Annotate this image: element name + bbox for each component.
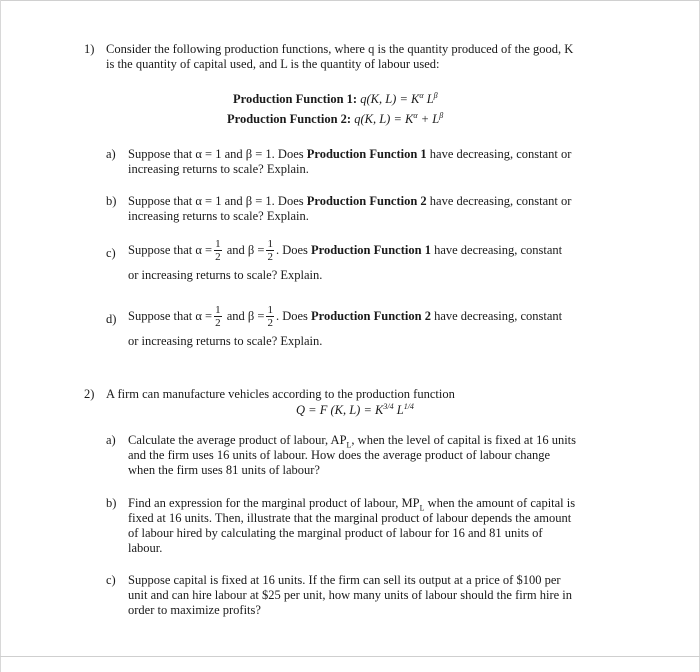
q1c-mid: and β =: [223, 243, 265, 257]
q2a-line3: when the firm uses 81 units of labour?: [128, 463, 320, 477]
q1-number: 1): [84, 42, 95, 56]
q1d-does: . Does: [275, 309, 312, 323]
q2b-line1-post: when the amount of capital is: [424, 496, 576, 510]
q1c-beta-fraction: $\frac{1}{2}$: [267, 238, 273, 263]
q1b-bold: Production Function 2: [306, 194, 427, 208]
q1b-pre: Suppose that α = 1 and β = 1. Does: [128, 194, 307, 208]
q1d-pre: Suppose that α =: [128, 309, 213, 323]
q1d-bold: Production Function 2: [311, 309, 431, 323]
page-border-bottom: [0, 656, 700, 657]
q2a-line2: and the firm uses 16 units of labour. How does the average product of labour change: [128, 448, 551, 462]
q1d-line2: or increasing returns to scale? Explain.: [128, 334, 323, 348]
pf1-exp-beta: β: [433, 90, 438, 100]
q2-formula-exp1: 3/4: [383, 401, 394, 411]
q1a-line2: increasing returns to scale? Explain.: [128, 162, 309, 176]
q1a-post: have decreasing, constant or: [426, 147, 572, 161]
q1b-post: have decreasing, constant or: [426, 194, 572, 208]
pf2-formula: q(K, L) = K: [354, 112, 414, 126]
q2a-line1-sub: L: [346, 440, 352, 450]
q1c-does: . Does: [275, 243, 312, 257]
q2b-label: b): [106, 496, 117, 510]
q1c-bold: Production Function 1: [311, 243, 431, 257]
q1d-post: have decreasing, constant: [430, 309, 563, 323]
q2c-label: c): [106, 573, 116, 587]
q1c-line2: or increasing returns to scale? Explain.: [128, 268, 323, 282]
pf1-formula: q(K, L) = K: [360, 92, 420, 106]
q1a-label: a): [106, 147, 116, 161]
q2c-line2: unit and can hire labour at $25 per unit, how many units of labour should the firm hire in: [128, 588, 573, 602]
q1d-alpha-fraction: $\frac{1}{2}$: [215, 304, 221, 329]
q1b-line2: increasing returns to scale? Explain.: [128, 209, 309, 223]
q2a-label: a): [106, 433, 116, 447]
q2b-line3: of labour hired by calculating the marginal product of labour for 16 and 81 units of: [128, 526, 543, 540]
q2-number: 2): [84, 387, 95, 401]
page-border-top: [0, 0, 700, 1]
q1c-post: have decreasing, constant: [430, 243, 563, 257]
q1d-mid: and β =: [223, 309, 265, 323]
q2-formula-main: Q = F (K, L) = K: [296, 403, 384, 417]
q1d-label: d): [106, 312, 117, 326]
q1b-label: b): [106, 194, 117, 208]
q2a-line1-pre: Calculate the average product of labour, AP: [128, 433, 347, 447]
q2-formula-L: L: [393, 403, 404, 417]
q2b-line2: fixed at 16 units. Then, illustrate that the marginal product of labour depends the amount: [128, 511, 572, 525]
q2a-line1-post: , when the level of capital is fixed at 16 units: [351, 433, 577, 447]
pf2-plus-L: + L: [417, 112, 440, 126]
production-function-1: [233, 92, 533, 107]
q1-intro-line2: is the quantity of capital used, and L is the quantity of labour used:: [106, 57, 440, 71]
production-function-2: [227, 112, 547, 127]
page-border-left: [0, 0, 1, 672]
pf1-L: L: [423, 92, 434, 106]
q1c-label: c): [106, 246, 116, 260]
q1-intro: [84, 42, 624, 74]
q2b-line1-pre: Find an expression for the marginal product of labour, MP: [128, 496, 420, 510]
q1c-pre: Suppose that α =: [128, 243, 213, 257]
q2c-line1: Suppose capital is fixed at 16 units. If the firm can sell its output at a price of $100 per: [128, 573, 561, 587]
pf1-label: Production Function 1:: [233, 92, 358, 106]
pf1-exp-alpha: α: [419, 90, 424, 100]
pf2-exp-beta: β: [439, 110, 444, 120]
q1a-pre: Suppose that α = 1 and β = 1. Does: [128, 147, 307, 161]
pf2-label: Production Function 2:: [227, 112, 352, 126]
q1a-bold: Production Function 1: [306, 147, 427, 161]
pf2-exp-alpha: α: [413, 110, 418, 120]
q2b-line1-sub: L: [419, 503, 425, 513]
q2-production-function: [296, 403, 496, 418]
q2b-line4: labour.: [128, 541, 163, 555]
q1d-beta-fraction: $\frac{1}{2}$: [267, 304, 273, 329]
q1c-alpha-fraction: $\frac{1}{2}$: [215, 238, 221, 263]
q2-formula-exp2: 1/4: [403, 401, 414, 411]
q1-intro-line1: Consider the following production functions, where q is the quantity produced of the good, K: [106, 42, 574, 56]
q2-intro-text: A firm can manufacture vehicles according to the production function: [106, 387, 455, 401]
q2c-line3: order to maximize profits?: [128, 603, 261, 617]
